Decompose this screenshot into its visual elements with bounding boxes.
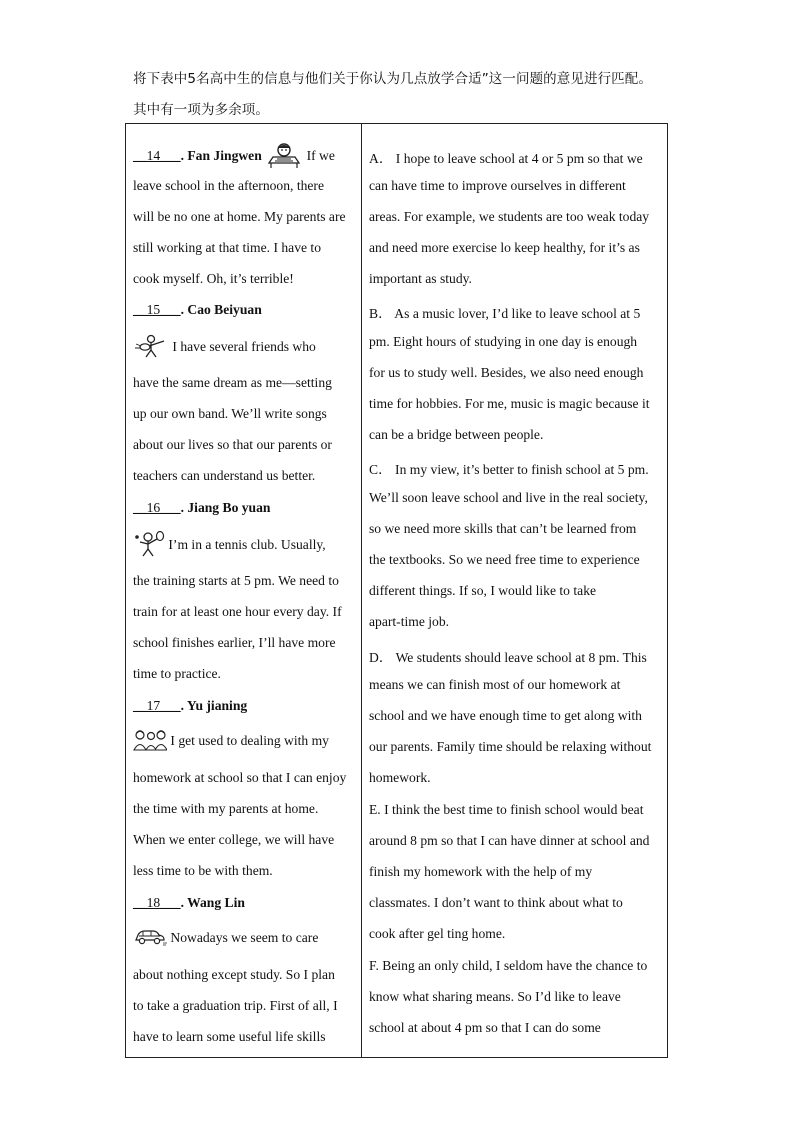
car-icon (133, 928, 167, 950)
option-text: areas. For example, we students are too weak today (369, 209, 650, 224)
option-text: B． As a music lover, I’d like to leave school at 5 (369, 306, 641, 321)
option-text: our parents. Family time should be relaxing without (369, 739, 652, 754)
family-icon (133, 729, 167, 755)
student-text: I’m in a tennis club. Usually, (168, 537, 326, 553)
option-text: pm. Eight hours of studying in one day is enough (369, 334, 638, 349)
student-text: have to learn some useful life skills (133, 1029, 326, 1044)
option-text: school at about 4 pm so that I can do some (369, 1020, 601, 1035)
option-text: A． I hope to leave school at 4 or 5 pm so that we (369, 151, 643, 166)
answer-blank[interactable]: __15___ (133, 302, 181, 317)
option-text: important as study. (369, 271, 472, 286)
student-text: leave school in the afternoon, there (133, 178, 324, 193)
student-text: homework at school so that I can enjoy (133, 770, 347, 785)
student-header (133, 500, 270, 516)
option-text: know what sharing means. So I’d like to leave (369, 989, 621, 1004)
option-text: classmates. I don’t want to think about what to (369, 895, 623, 910)
instruction-line: 其中有一项为多余项。 (133, 102, 269, 118)
option-text: around 8 pm so that I can have dinner at school and (369, 833, 650, 848)
option-text: the textbooks. So we need free time to experience (369, 552, 640, 567)
student-name: . Yu jianing (180, 698, 248, 713)
student-first-line (133, 928, 318, 950)
student-header (133, 698, 247, 714)
student-text: still working at that time. I have to (133, 240, 322, 255)
instructions (133, 64, 733, 126)
option-text: time for hobbies. For me, music is magic because it (369, 396, 650, 411)
option-text: and need more exercise lo keep healthy, for it’s as (369, 240, 640, 255)
tennis-player-icon (133, 531, 165, 561)
student-text: I have several friends who (172, 339, 316, 355)
student-header (133, 895, 245, 911)
option-text: school and we have enough time to get along with (369, 708, 642, 723)
option-text: for us to study well. Besides, we also need enough (369, 365, 644, 380)
answer-blank[interactable]: __18___ (133, 895, 181, 910)
student-name: . Wang Lin (180, 895, 245, 910)
student-text: school finishes earlier, I’ll have more (133, 635, 336, 650)
student-text: up our own band. We’ll write songs (133, 406, 327, 421)
student-first-line (133, 729, 329, 755)
student-text: about our lives so that our parents or (133, 437, 332, 452)
student-text: teachers can understand us better. (133, 468, 316, 483)
student-name: . Fan Jingwen (180, 148, 262, 164)
option-text: E. I think the best time to finish school would beat (369, 802, 644, 817)
student-text: have the same dream as me—setting (133, 375, 332, 390)
student-header (133, 141, 335, 173)
student-text: time to practice. (133, 666, 221, 681)
option-text: can be a bridge between people. (369, 427, 544, 442)
student-text: cook myself. Oh, it’s terrible! (133, 271, 294, 286)
student-first-line (133, 531, 326, 561)
student-text: Nowadays we seem to care (170, 930, 319, 946)
student-text: about nothing except study. So I plan (133, 967, 335, 982)
option-text: so we need more skills that can’t be learned from (369, 521, 637, 536)
student-header (133, 302, 262, 318)
option-text: F. Being an only child, I seldom have the chance to (369, 958, 648, 973)
option-text: D． We students should leave school at 8 pm. This (369, 650, 647, 665)
student-at-desk-icon (265, 141, 303, 173)
option-text: We’ll soon leave school and live in the real society, (369, 490, 648, 505)
student-first-line (133, 334, 316, 362)
student-text: When we enter college, we will have (133, 832, 335, 847)
student-text: less time to be with them. (133, 863, 273, 878)
option-text: different things. If so, I would like to take (369, 583, 597, 598)
student-text: the time with my parents at home. (133, 801, 319, 816)
option-text: finish my homework with the help of my (369, 864, 593, 879)
column-divider (361, 124, 362, 1057)
student-name: . Cao Beiyuan (180, 302, 262, 317)
guitar-player-icon (133, 334, 169, 362)
student-text: the training starts at 5 pm. We need to (133, 573, 339, 588)
instruction-line: 将下表中5名高中生的信息与他们关于你认为几点放学合适”这一问题的意见进行匹配。 (133, 71, 652, 87)
matching-table (125, 123, 668, 1058)
answer-blank[interactable]: __14___ (133, 148, 181, 164)
student-text: will be no one at home. My parents are (133, 209, 346, 224)
student-text: to take a graduation trip. First of all, I (133, 998, 338, 1013)
student-text: train for at least one hour every day. If (133, 604, 342, 619)
option-text: homework. (369, 770, 431, 785)
answer-blank[interactable]: __16___ (133, 500, 181, 515)
student-name: . Jiang Bo yuan (180, 500, 271, 515)
student-text: If we (306, 148, 335, 164)
option-text: can have time to improve ourselves in different (369, 178, 626, 193)
student-text: I get used to dealing with my (170, 733, 329, 749)
answer-blank[interactable]: __17___ (133, 698, 181, 713)
option-text: apart-time job. (369, 614, 450, 629)
option-text: cook after gel ting home. (369, 926, 506, 941)
option-text: means we can finish most of our homework at (369, 677, 621, 692)
option-text: C． In my view, it’s better to finish school at 5 pm. (369, 462, 649, 477)
